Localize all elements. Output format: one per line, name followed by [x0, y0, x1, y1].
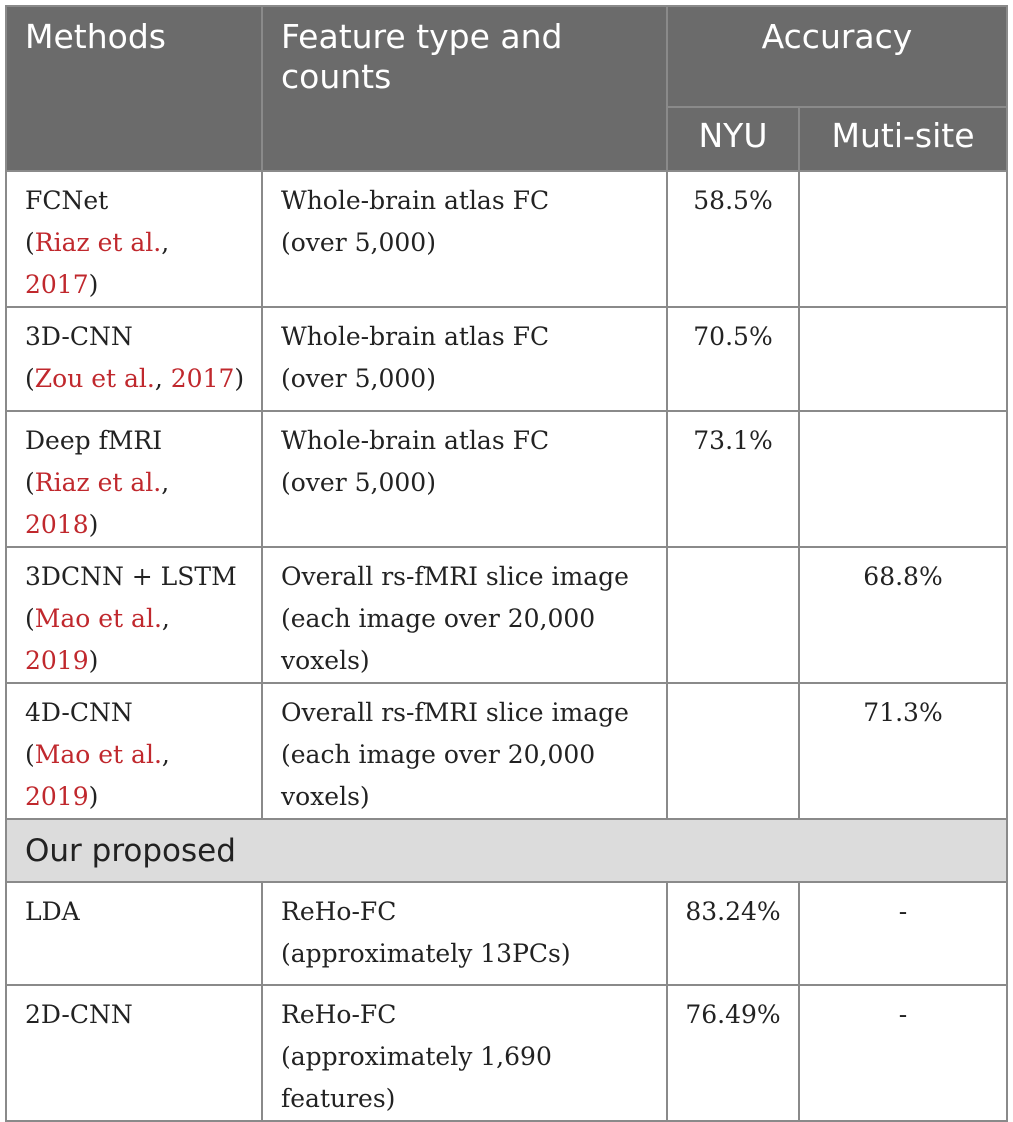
nyu-accuracy-cell: 73.1%	[667, 411, 799, 547]
header-nyu: NYU	[667, 107, 799, 171]
header-multisite: Muti-site	[799, 107, 1007, 171]
feature-count: (over 5,000)	[281, 468, 436, 497]
feature-type: Overall rs-fMRI slice image	[281, 562, 629, 591]
header-row-top	[6, 6, 1007, 107]
feature-type: ReHo-FC	[281, 1000, 397, 1029]
citation-year-link[interactable]: 2017	[170, 364, 235, 393]
citation-year-link[interactable]: 2019	[25, 646, 89, 675]
feature-type: Whole-brain atlas FC	[281, 186, 550, 215]
citation-authors-link[interactable]: Mao et al.	[34, 604, 162, 633]
header-feature-type: Feature type and counts	[262, 6, 667, 171]
citation-year-link[interactable]: 2017	[25, 270, 89, 299]
header-methods: Methods	[6, 6, 262, 171]
method-cell: Deep fMRI (Riaz et al., 2018)	[6, 411, 262, 547]
multisite-accuracy-cell	[799, 411, 1007, 547]
multisite-accuracy-cell	[799, 307, 1007, 411]
feature-type: ReHo-FC	[281, 897, 397, 926]
table-row	[6, 683, 1007, 819]
method-name: 3D-CNN	[25, 322, 133, 351]
table-row	[6, 985, 1007, 1121]
nyu-accuracy-cell	[667, 683, 799, 819]
method-cell: 3D-CNN (Zou et al., 2017)	[6, 307, 262, 411]
table-row	[6, 411, 1007, 547]
feature-cell	[262, 547, 667, 683]
section-row	[6, 819, 1007, 882]
feature-cell	[262, 985, 667, 1121]
method-name: Deep fMRI	[25, 426, 163, 455]
feature-count: (over 5,000)	[281, 228, 436, 257]
feature-count: (each image over 20,000 voxels)	[281, 604, 596, 675]
multisite-accuracy-cell	[799, 171, 1007, 307]
method-cell: LDA	[6, 882, 262, 985]
multisite-accuracy-cell: 71.3%	[799, 683, 1007, 819]
feature-count: (approximately 13PCs)	[281, 939, 571, 968]
method-cell: 4D-CNN (Mao et al., 2019)	[6, 683, 262, 819]
nyu-accuracy-cell: 70.5%	[667, 307, 799, 411]
nyu-accuracy-cell: 58.5%	[667, 171, 799, 307]
table-row	[6, 882, 1007, 985]
method-name: 3DCNN + LSTM	[25, 562, 237, 591]
citation-authors-link[interactable]: Riaz et al.	[34, 228, 162, 257]
feature-cell	[262, 411, 667, 547]
feature-cell	[262, 307, 667, 411]
method-name: FCNet	[25, 186, 109, 215]
feature-count: (over 5,000)	[281, 364, 436, 393]
method-name: 4D-CNN	[25, 698, 133, 727]
section-label: Our proposed	[6, 819, 1007, 882]
multisite-accuracy-cell: -	[799, 882, 1007, 985]
method-cell: FCNet (Riaz et al., 2017)	[6, 171, 262, 307]
table-row	[6, 307, 1007, 411]
feature-count: (approximately 1,690 features)	[281, 1042, 552, 1113]
feature-type: Whole-brain atlas FC	[281, 426, 550, 455]
citation-authors-link[interactable]: Zou et al.	[34, 364, 155, 393]
feature-count: (each image over 20,000 voxels)	[281, 740, 596, 811]
multisite-accuracy-cell: -	[799, 985, 1007, 1121]
multisite-accuracy-cell: 68.8%	[799, 547, 1007, 683]
nyu-accuracy-cell: 76.49%	[667, 985, 799, 1121]
feature-type: Overall rs-fMRI slice image	[281, 698, 629, 727]
nyu-accuracy-cell	[667, 547, 799, 683]
citation-authors-link[interactable]: Mao et al.	[34, 740, 162, 769]
citation-year-link[interactable]: 2019	[25, 782, 89, 811]
method-cell: 2D-CNN	[6, 985, 262, 1121]
citation-authors-link[interactable]: Riaz et al.	[34, 468, 162, 497]
feature-type: Whole-brain atlas FC	[281, 322, 550, 351]
citation-year-link[interactable]: 2018	[25, 510, 89, 539]
table-row	[6, 171, 1007, 307]
feature-cell	[262, 683, 667, 819]
comparison-table	[5, 5, 1008, 1122]
feature-cell	[262, 171, 667, 307]
feature-cell	[262, 882, 667, 985]
table-row	[6, 547, 1007, 683]
header-accuracy: Accuracy	[667, 6, 1007, 107]
nyu-accuracy-cell: 83.24%	[667, 882, 799, 985]
method-cell: 3DCNN + LSTM (Mao et al., 2019)	[6, 547, 262, 683]
